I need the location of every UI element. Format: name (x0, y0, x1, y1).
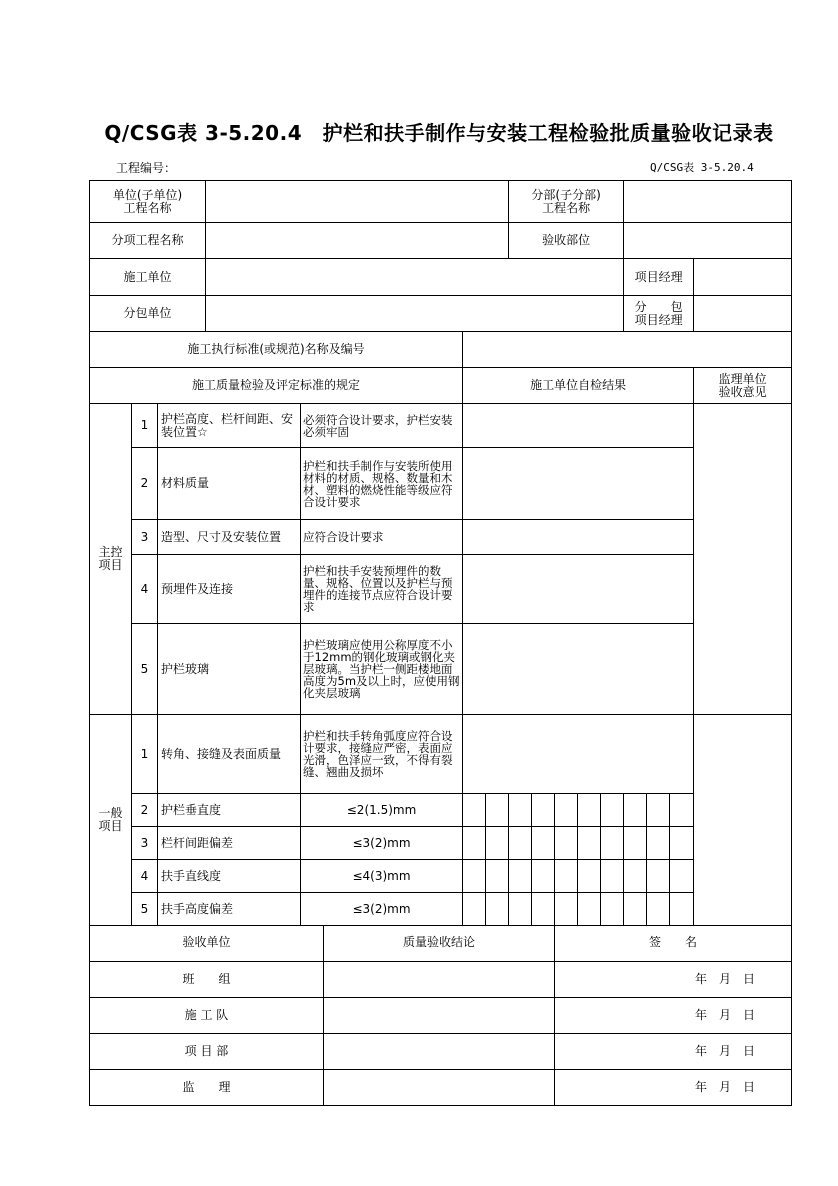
construction-unit-label: 施工单位 (90, 259, 206, 296)
selfcheck-cell[interactable] (463, 448, 694, 520)
measurement-cell[interactable] (647, 893, 670, 926)
measurement-cell[interactable] (624, 827, 647, 860)
acceptance-part-label: 验收部位 (509, 223, 624, 259)
item-no: 4 (132, 555, 158, 624)
item-spec: ≤3(2)mm (301, 827, 463, 860)
spec-column-header: 施工质量检验及评定标准的规定 (90, 368, 463, 404)
measurement-cell[interactable] (532, 893, 555, 926)
subcontract-manager-line2: 项目经理 (634, 312, 683, 327)
inspection-form (89, 180, 792, 926)
measurement-cell[interactable] (670, 827, 694, 860)
measurement-cell[interactable] (647, 860, 670, 893)
item-name: 材料质量 (158, 448, 301, 520)
construction-unit-field[interactable] (206, 259, 624, 296)
item-spec: 护栏和扶手转角弧度应符合设计要求，接缝应严密，表面应光滑，色泽应一致，不得有裂缝、翘曲及损坏 (301, 715, 463, 794)
item-no: 4 (132, 860, 158, 893)
item-no: 1 (132, 715, 158, 794)
measurement-cell[interactable] (624, 893, 647, 926)
standard-field[interactable] (463, 332, 792, 368)
measurement-cell[interactable] (624, 794, 647, 827)
item-no: 5 (132, 624, 158, 715)
item-spec: 应符合设计要求 (301, 520, 463, 555)
page-title: Q/CSG表 3-5.20.4 护栏和扶手制作与安装工程检验批质量验收记录表 (104, 121, 774, 145)
signoff-unit: 施 工 队 (90, 997, 324, 1033)
item-spec: 护栏玻璃应使用公称厚度不小于12mm的钢化玻璃或钢化夹层玻璃。当护栏一侧距楼地面高度为5m及以上时，应使用钢化夹层玻璃 (301, 624, 463, 715)
measurement-cell[interactable] (624, 860, 647, 893)
measurement-cell[interactable] (463, 860, 486, 893)
selfcheck-cell[interactable] (463, 715, 694, 794)
subcontract-manager-field[interactable] (694, 296, 792, 332)
measurement-cell[interactable] (463, 893, 486, 926)
project-number-label: 工程编号： (116, 161, 177, 175)
signoff-unit: 监 理 (90, 1069, 324, 1105)
supervisor-column-header: 监理单位 验收意见 (694, 368, 792, 404)
measurement-cell[interactable] (532, 827, 555, 860)
subitem-name-label: 分项工程名称 (90, 223, 206, 259)
selfcheck-column-header: 施工单位自检结果 (463, 368, 694, 404)
item-spec: 护栏和扶手安装预埋件的数量、规格、位置以及护栏与预埋件的连接节点应符合设计要求 (301, 555, 463, 624)
measurement-cell[interactable] (509, 794, 532, 827)
signoff-conclusion-field[interactable] (324, 1069, 555, 1105)
item-name: 预埋件及连接 (158, 555, 301, 624)
measurement-cell[interactable] (578, 794, 601, 827)
measurement-cell[interactable] (509, 893, 532, 926)
division-name-label: 分部(子分部) 工程名称 (509, 181, 624, 223)
subcontract-manager-label (624, 296, 694, 332)
subcontract-manager-line1: 分 包 (634, 299, 683, 314)
item-name: 栏杆间距偏差 (158, 827, 301, 860)
signoff-date[interactable]: 年 月 日 (555, 1033, 792, 1069)
project-manager-field[interactable] (694, 259, 792, 296)
signoff-table (89, 925, 792, 1106)
measurement-cell[interactable] (486, 794, 509, 827)
signoff-conclusion-field[interactable] (324, 961, 555, 997)
item-spec: ≤2(1.5)mm (301, 794, 463, 827)
unit-name-label: 单位(子单位) 工程名称 (90, 181, 206, 223)
general-category: 一般 项目 (90, 715, 132, 926)
selfcheck-cell[interactable] (463, 520, 694, 555)
measurement-cell[interactable] (647, 794, 670, 827)
measurement-cell[interactable] (578, 827, 601, 860)
selfcheck-cell[interactable] (463, 624, 694, 715)
project-manager-label: 项目经理 (624, 259, 694, 296)
measurement-cell[interactable] (509, 860, 532, 893)
measurement-cell[interactable] (601, 860, 624, 893)
measurement-cell[interactable] (555, 794, 578, 827)
item-no: 2 (132, 448, 158, 520)
measurement-cell[interactable] (463, 794, 486, 827)
signoff-unit: 项 目 部 (90, 1033, 324, 1069)
item-spec: 护栏和扶手制作与安装所使用材料的材质、规格、数量和木材、塑料的燃烧性能等级应符合设计要求 (301, 448, 463, 520)
item-name: 造型、尺寸及安装位置 (158, 520, 301, 555)
division-name-field[interactable] (624, 181, 792, 223)
measurement-cell[interactable] (532, 860, 555, 893)
signoff-unit: 班 组 (90, 961, 324, 997)
supervisor-opinion-general[interactable] (694, 715, 792, 926)
form-code: Q/CSG表 3-5.20.4 (650, 161, 754, 174)
item-name: 护栏高度、栏杆间距、安装位置☆ (158, 404, 301, 448)
measurement-cell[interactable] (578, 860, 601, 893)
item-name: 护栏垂直度 (158, 794, 301, 827)
item-spec: 必须符合设计要求，护栏安装必须牢固 (301, 404, 463, 448)
signoff-conclusion-field[interactable] (324, 1033, 555, 1069)
signoff-conclusion-header: 质量验收结论 (324, 925, 555, 961)
signoff-sign-header: 签 名 (555, 925, 792, 961)
item-no: 3 (132, 827, 158, 860)
standard-label: 施工执行标准(或规范)名称及编号 (90, 332, 463, 368)
subitem-name-field[interactable] (206, 223, 509, 259)
measurement-cell[interactable] (486, 893, 509, 926)
item-no: 2 (132, 794, 158, 827)
item-no: 1 (132, 404, 158, 448)
subcontract-unit-field[interactable] (206, 296, 624, 332)
measurement-cell[interactable] (555, 893, 578, 926)
selfcheck-cell[interactable] (463, 404, 694, 448)
item-spec: ≤3(2)mm (301, 893, 463, 926)
measurement-cell[interactable] (670, 860, 694, 893)
measurement-cell[interactable] (601, 893, 624, 926)
item-name: 护栏玻璃 (158, 624, 301, 715)
item-name: 转角、接缝及表面质量 (158, 715, 301, 794)
item-no: 5 (132, 893, 158, 926)
measurement-cell[interactable] (601, 827, 624, 860)
item-spec: ≤4(3)mm (301, 860, 463, 893)
main-category: 主控 项目 (90, 404, 132, 715)
measurement-cell[interactable] (509, 827, 532, 860)
subcontract-unit-label: 分包单位 (90, 296, 206, 332)
measurement-cell[interactable] (601, 794, 624, 827)
signoff-unit-header: 验收单位 (90, 925, 324, 961)
measurement-cell[interactable] (578, 893, 601, 926)
item-name: 扶手直线度 (158, 860, 301, 893)
item-no: 3 (132, 520, 158, 555)
selfcheck-cell[interactable] (463, 555, 694, 624)
measurement-cell[interactable] (555, 860, 578, 893)
measurement-cell[interactable] (670, 794, 694, 827)
measurement-cell[interactable] (670, 893, 694, 926)
measurement-cell[interactable] (486, 827, 509, 860)
measurement-cell[interactable] (463, 827, 486, 860)
signoff-date[interactable]: 年 月 日 (555, 961, 792, 997)
measurement-cell[interactable] (555, 827, 578, 860)
signoff-date[interactable]: 年 月 日 (555, 1069, 792, 1105)
measurement-cell[interactable] (647, 827, 670, 860)
measurement-cell[interactable] (486, 860, 509, 893)
supervisor-opinion-main[interactable] (694, 404, 792, 715)
signoff-date[interactable]: 年 月 日 (555, 997, 792, 1033)
signoff-conclusion-field[interactable] (324, 997, 555, 1033)
unit-name-field[interactable] (206, 181, 509, 223)
measurement-cell[interactable] (532, 794, 555, 827)
acceptance-part-field[interactable] (624, 223, 792, 259)
item-name: 扶手高度偏差 (158, 893, 301, 926)
